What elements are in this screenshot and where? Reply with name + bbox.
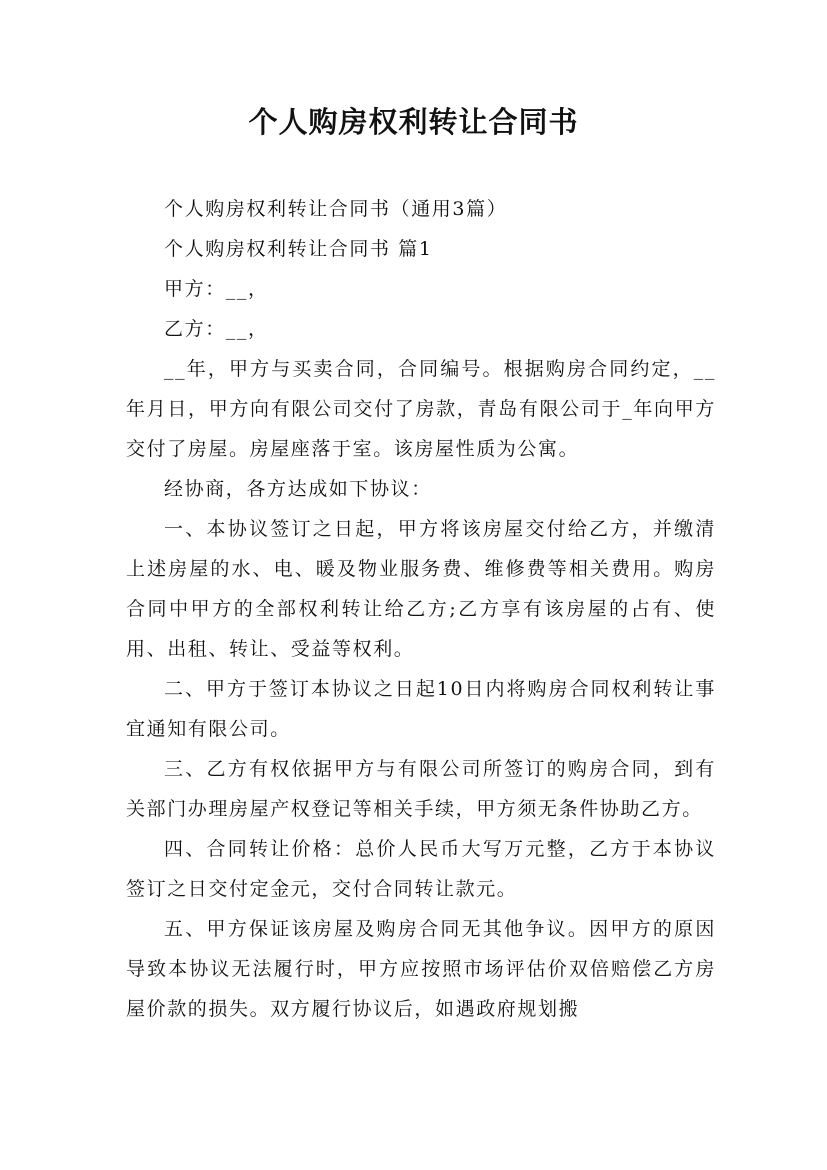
clause-4-paragraph: 四、合同转让价格：总价人民币大写万元整，乙方于本协议签订之日交付定金元，交付合同转让款元。 <box>126 838 716 900</box>
party-b-line: 乙方：__， <box>164 318 269 340</box>
clause-2-paragraph: 二、甲方于签订本协议之日起10日内将购房合同权利转让事宜通知有限公司。 <box>126 678 716 740</box>
clause-5-paragraph: 五、甲方保证该房屋及购房合同无其他争议。因甲方的原因导致本协议无法履行时，甲方应按照市场评估价双倍赔偿乙方房屋价款的损失。双方履行协议后，如遇政府规划搬 <box>126 918 716 1020</box>
section-heading: 个人购房权利转让合同书 篇1 <box>164 238 433 260</box>
document-body <box>126 189 716 1029</box>
party-a-line: 甲方：__， <box>164 278 269 300</box>
document-title: 个人购房权利转让合同书 <box>248 105 579 139</box>
intro-paragraph: __年，甲方与买卖合同，合同编号。根据购房合同约定，__年月日，甲方向有限公司交付了房款，青岛有限公司于_年向甲方交付了房屋。房屋座落于室。该房屋性质为公寓。 <box>126 358 716 460</box>
consensus-paragraph: 经协商，各方达成如下协议： <box>164 478 432 500</box>
clause-3-paragraph: 三、乙方有权依据甲方与有限公司所签订的购房合同，到有关部门办理房屋产权登记等相关手续，甲方须无条件协助乙方。 <box>126 758 716 820</box>
document-subtitle: 个人购房权利转让合同书（通用3篇） <box>164 198 508 220</box>
clause-1-paragraph: 一、本协议签订之日起，甲方将该房屋交付给乙方，并缴清上述房屋的水、电、暖及物业服务费、维修费等相关费用。购房合同中甲方的全部权利转让给乙方;乙方享有该房屋的占有、使用、出租、转让、受益等权利。 <box>126 518 716 660</box>
